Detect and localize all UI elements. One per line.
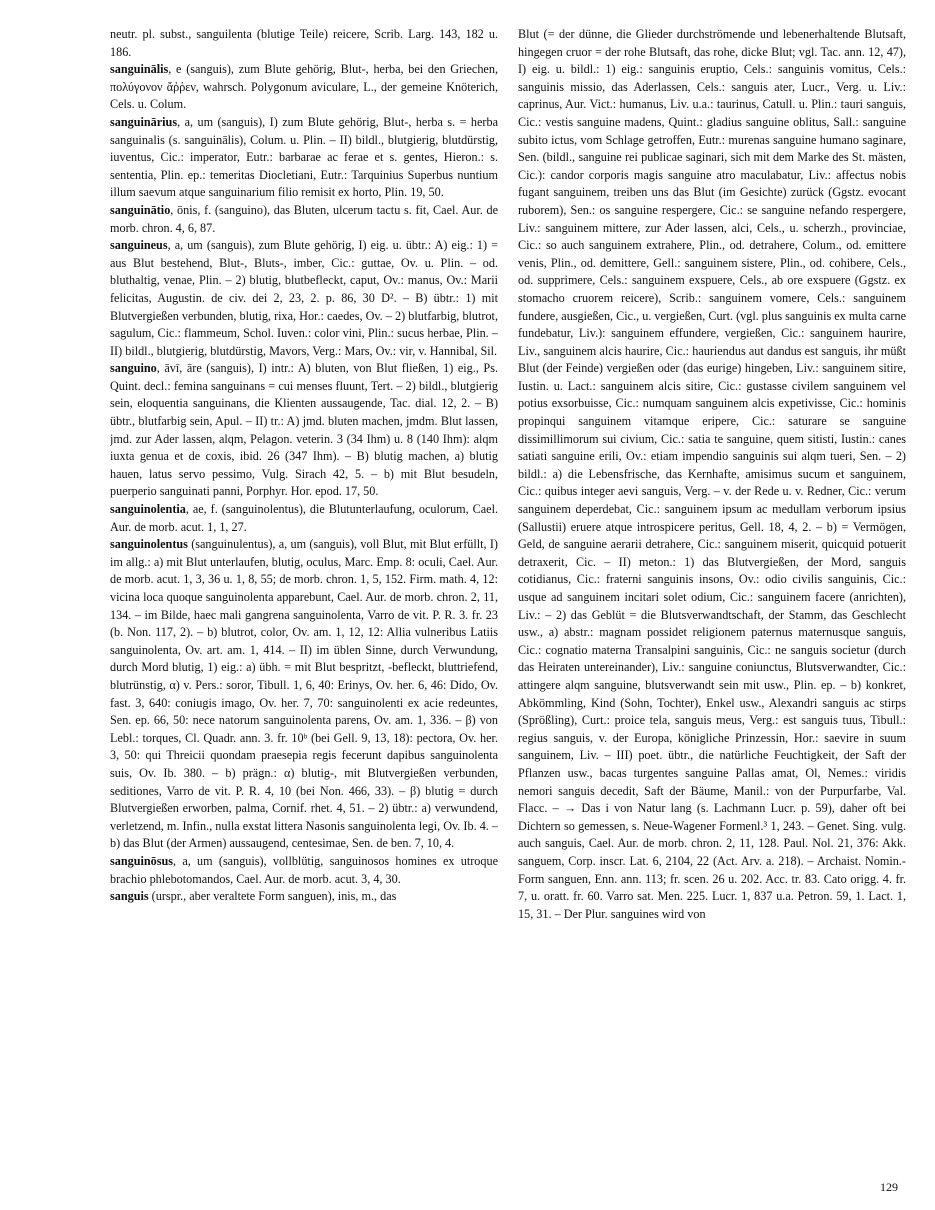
entry-text: , ae, f. (sanguinolentus), die Blutunterlaufung, oculorum, Cael. Aur. de morb. acut. 1, 1, 27. — [110, 502, 498, 534]
entry-lemma: sanguis — [110, 889, 149, 904]
entry-lemma: sanguinārius — [110, 114, 178, 129]
entry-lemma: sanguino — [110, 361, 157, 376]
entry — [110, 61, 498, 114]
entry-text: , āvī, āre (sanguis), I) intr.: A) bluten, von Blut fließen, 1) eig., Ps. Quint. decl.: femina sanguinans = cui menses fluunt, Tert. – 2) bildl., blutgierig sein, eloquentia sanguinans, die Klienten aussaugende, Tac. dial. 12, 2. – B) übtr., blutfarbig sein, Apul. – II) tr.: A) jmd. bluten machen, jmdm. Blut lassen, jmd. zur Ader lassen, alqm, Pelagon. veterin. 3 (34 Ihm) u. 8 (140 Ihm): alqm iuxta genua et de coxis, ibid. 26 (347 Ihm). – B) blutig machen, a) blutig hauen, latus servo pessimo, Vulg. Sirach 42, 5. – b) mit Blut besudeln, puerperio sanguinati panni, Porphyr. Hor. epod. 17, 50. — [110, 361, 498, 499]
entry-text: , a, um (sanguis), zum Blute gehörig, I) eig. u. übtr.: A) eig.: 1) = aus Blut bestehend, Blut-, Bluts-, imber, Cic.: guttae, Ov. u. Plin. – od. bluthaltig, venae, Plin. – 2) blutig, blutbefleckt, caput, Ov.: manus, Ov.: Marii felicitas, Augustin. de civ. dei 2, 23, 2. p. 86, 30 D². – B) übtr.: 1) mit Blutvergießen verbunden, blutig, rixa, Hor.: caedes, Ov. – 2) blutfarbig, blutrot, sagulum, Cic.: flammeum, Schol. Iuven.: color vini, Plin.: sucus herbae, Plin. – II) bildl., blutgierig, blutdürstig, Mavors, Verg.: Mars, Ov.: vir, v. Hannibal, Sil. — [110, 238, 498, 358]
entry-text: (urspr., aber veraltete Form sanguen), inis, m., das — [148, 889, 397, 904]
entry — [110, 237, 498, 360]
entry — [110, 888, 498, 906]
entry-text: neutr. pl. subst., sanguilenta (blutige Teile) reicere, Scrib. Larg. 143, 182 u. 186. — [110, 27, 498, 59]
entry — [110, 360, 498, 501]
entry — [518, 26, 906, 923]
entry — [110, 202, 498, 237]
entry-lemma: sanguineus — [110, 238, 168, 253]
dictionary-page — [110, 26, 910, 1176]
entry-text: Blut (= der dünne, die Glieder durchströmende und lebenerhaltende Blutsaft, hingegen cruor = der rohe Blutsaft, das rohe, dicke Blut; vgl. Tac. ann. 12, 47), I) eig. u. bildl.: 1) eig.: sanguinis eruptio, Cels.: sanguinis vomitus, Cels.: sanguinis missio, das Aderlassen, Cels.: sanguis ater, Lucr., Verg. u. Liv.: caprinus, Aur. Vict.: humanus, Liv. u.a.: taurinus, Catull. u. Plin.: tauri sanguis, Cic.: vestis sanguine madens, Quint.: gladius sanguine oblitus, Sall.: sanguine subito ictus, vom Schlage getroffen, Eutr.: murenas sanguine humano saginare, Sen. (bildl., sanguine rei publicae saginari, sich mit dem Marke des St. mästen, Cic.): candor corporis magis sanguine atro maculabatur, Liv.: affectus nobis fugant sanguinem, treiben uns das Blut (im Gesichte) zurück (Ggstz. evocant ruborem), Sen.: os sanguine respergere, Cic.: se sanguine nefando respergere, Liv.: sanguinem mittere, zur Ader lassen, alci, Cels., u. scherzh., provinciae, Cic.: so auch sanguinem extrahere, Plin., od. detrahere, Colum., od. emittere venis, Plin., od. demittere, Gell.: sanguinem sistere, Plin., od. cohibere, Cels., od. supprimere, Cels.: sanguinem exspuere, Cels., ab ore exspuere (Ggstz. ex stomacho cruorem reicere), Scrib.: sanguinem vomere, Cels.: sanguinem fundere, ausgießen, Cic., u. vergießen, Curt. (vgl. plus sanguinis ex multa carne fundebatur, Liv.): sanguinem effundere, vergießen, Cic.: sanguinem haurire, Liv., sanguinem alcis haurire, Cic.: hauriendus aut dandus est sanguis, ihr müßt Blut (der Feinde) vergießen oder (das eurige) hingeben, Liv.: sanguinem sitire, Iustin. u. Lact.: sanguinem alcis sitire, Cic.: gustasse civilem sanguinem vel potius exsorbuisse, Cic.: numquam sanguinem alcis expetivisse, Cic.: hominis propinqui sanguinem vitamque eripere, Cic.: saturare se sanguine dissimillimorum sui civium, Cic.: satia te sanguine, quem sitisti, Iustin.: canes satiati sanguine erili, Ov.: etiam impendio sanguinis sui alqm tueri, Sen. – 2) bildl.: a) die Lebensfrische, das Kernhafte, amisimus sucum et sanguinem, Cic.: quibus integer aevi sanguis, Verg. – v. der Rede u. v. Redner, Cic.: verum sanguinem deperdebat, Cic.: sanguinem ipsum ac medullam verborum ipsius (Sallustii) eruere atque introspicere peritus, Gell. 18, 4, 2. – b) = Vermögen, Geld, de sanguine aerarii detrahere, Cic.: sanguinem miserit, quicquid potuerit detraxerit, Cic. – II) meton.: 1) das Blutvergießen, der Mord, sanguis cotidianus, Cic.: fraterni sanguinis insons, Ov.: odio civilis sanguinis, Cic.: usque ad sanguinem incitari solet odium, Cic.: sanguinem facere (anrichten), Liv.: – 2) das Geblüt = die Blutsverwandtschaft, der Stamm, das Geschlecht usw., a) abstr.: magnam possidet religionem paternus maternusque sanguis, Cic.: cognatio materna Transalpini sanguinis, Cic.: ne sanguis societur (durch das Heiraten untereinander), Liv.: sanguine coniunctus, Blutsverwandter, Cic.: attingere alqm sanguine, blutsverwandt sein mit usw., Plin. ep. – b) konkret, Abkömmling, Kind (Sohn, Tochter), Enkel usw., Alexandri sanguis ac stirps (Sprößling), Curt.: proice tela, sanguis meus, Verg.: est sanguis tuus, Tibull.: regius sanguis, v. der Europa, königliche Prinzessin, Hor.: saevire in suum sanguinem, Liv. – III) poet. übtr., die natürliche Feuchtigkeit, der Saft der Pflanzen usw., bacas turgentes sanguine Pallas amat, Ol, Nemes.: viridis nemori sanguis decedit, Saft der Bäume, Manil.: von der Purpurfarbe, Val. Flacc. – → Das i von Natur lang (s. Lachmann Lucr. p. 59), daher oft bei Dichtern so gemessen, s. Neue-Wagener Formenl.³ 1, 243. – Genet. Sing. vulg. auch sanguis, Cael. Aur. de morb. chron. 2, 11, 128. Paul. Nol. 21, 376: Akk. sanguem, Corp. inscr. Lat. 6, 2104, 22 (Act. Arv. a. 218). – Archaist. Nomin.-Form sanguen, Enn. ann. 113; fr. scen. 26 u. 202. Acc. tr. 83. Cato origg. 4. fr. 7, u. oratt. fr. 60. Varro sat. Men. 225. Lucr. 1, 837 u.a. Petron. 59, 1. Lact. 1, 15, 31. – Der Plur. sanguines wird von — [518, 27, 906, 921]
entry-lemma: sanguinolentus — [110, 537, 188, 552]
entry-lemma: sanguinolentia — [110, 502, 186, 517]
page-number: 129 — [880, 1180, 898, 1194]
entry-lemma: sanguinātio — [110, 202, 171, 217]
entry-text: (sanguinulentus), a, um (sanguis), voll Blut, mit Blut erfüllt, I) im allg.: a) mit Blut unterlaufen, blutig, oculus, Marc. Emp. 8: oculi, Cael. Aur. de morb. acut. 1, 3, 36 u. 1, 8, 55; de morb. chron. 1, 5, 152. Firm. math. 4, 12: vicina loca quoque sanguinolenta apparebunt, Cael. Aur. de morb. chron. 2, 11, 134. – im Bilde, haec mali gangrena sanguinolenta, Varro de vit. P. R. 3. fr. 23 (b. Non. 117, 2). – b) blutrot, color, Ov. am. 1, 12, 12: Allia vulneribus Latiis sanguinolenta, Ov. art. am. 1, 414. – II) im üblen Sinne, durch Verwundung, durch Mord blutig, 1) eig.: a) übh. = mit Blut bespritzt, -befleckt, bluttriefend, blutrünstig, α) v. Pers.: soror, Tibull. 1, 6, 40: Erinys, Ov. her. 6, 46: Dido, Ov. fast. 3, 640: coniugis imago, Ov. her. 7, 70: sanguinolenti ex acie redeuntes, Sen. ep. 66, 50: nece natorum sanguinolenta parens, Ov. am. 1, 336. – β) von Lebl.: torques, Cl. Quadr. ann. 3. fr. 10ᵇ (bei Gell. 9, 13, 18): pectora, Ov. her. 3, 50: qui Threicii quondam praesepia regis fecerunt dapibus sanguinolenta suis, Ov. Ib. 380. – b) prägn.: α) blutig-, mit Blutvergießen verbunden, seditiones, Varro de vit. P. R. 4, 10 (bei Non. 466, 33). – β) blutig = durch Blutvergießen erworben, palma, Cornif. rhet. 4, 51. – 2) übtr.: a) verwundend, verletzend, m. Infin., nulla exstat littera Nasonis sanguinolenta legi, Ov. Ib. 4. – b) das Blut (der Armen) aussaugend, centesimae, Sen. de ben. 7, 10, 4. — [110, 537, 498, 851]
entry — [110, 853, 498, 888]
entry-text: , e (sanguis), zum Blute gehörig, Blut-, herba, bei den Griechen, πολύγονον ἄῤῥεν, wahrsch. Polygonum aviculare, L., der gemeine Knöterich, Cels. u. Colum. — [110, 62, 498, 112]
entry — [110, 26, 498, 61]
entry-lemma: sanguinālis — [110, 62, 169, 77]
entry — [110, 536, 498, 853]
entry-text: , a, um (sanguis), vollblütig, sanguinosos homines ex utroque brachio phlebotomandos, Cael. Aur. de morb. acut. 3, 4, 30. — [110, 853, 498, 886]
entry — [110, 114, 498, 202]
entry-text: , ōnis, f. (sanguino), das Bluten, ulcerum tactu s. fit, Cael. Aur. de morb. chron. 4, 6, 87. — [110, 202, 498, 235]
entry-lemma: sanguinōsus — [110, 853, 174, 868]
right-column — [518, 26, 906, 1176]
entry-text: , a, um (sanguis), I) zum Blute gehörig, Blut-, herba s. = herba sanguinalis (s. sanguinālis), Colum. u. Plin. – II) bildl., blutgierig, blutdürstig, iuventus, Cic.: imperator, Eutr.: barbarae ac ferae et s. gentes, Hieron.: s. sententia, Plin. ep.: temeritas Diocletiani, Eutr.: Tarquinius Superbus nuntium illum saevum atque sanguinarium filio remisit ex horto, Plin. 19, 50. — [110, 114, 498, 200]
entry — [110, 501, 498, 536]
left-column — [110, 26, 498, 1176]
